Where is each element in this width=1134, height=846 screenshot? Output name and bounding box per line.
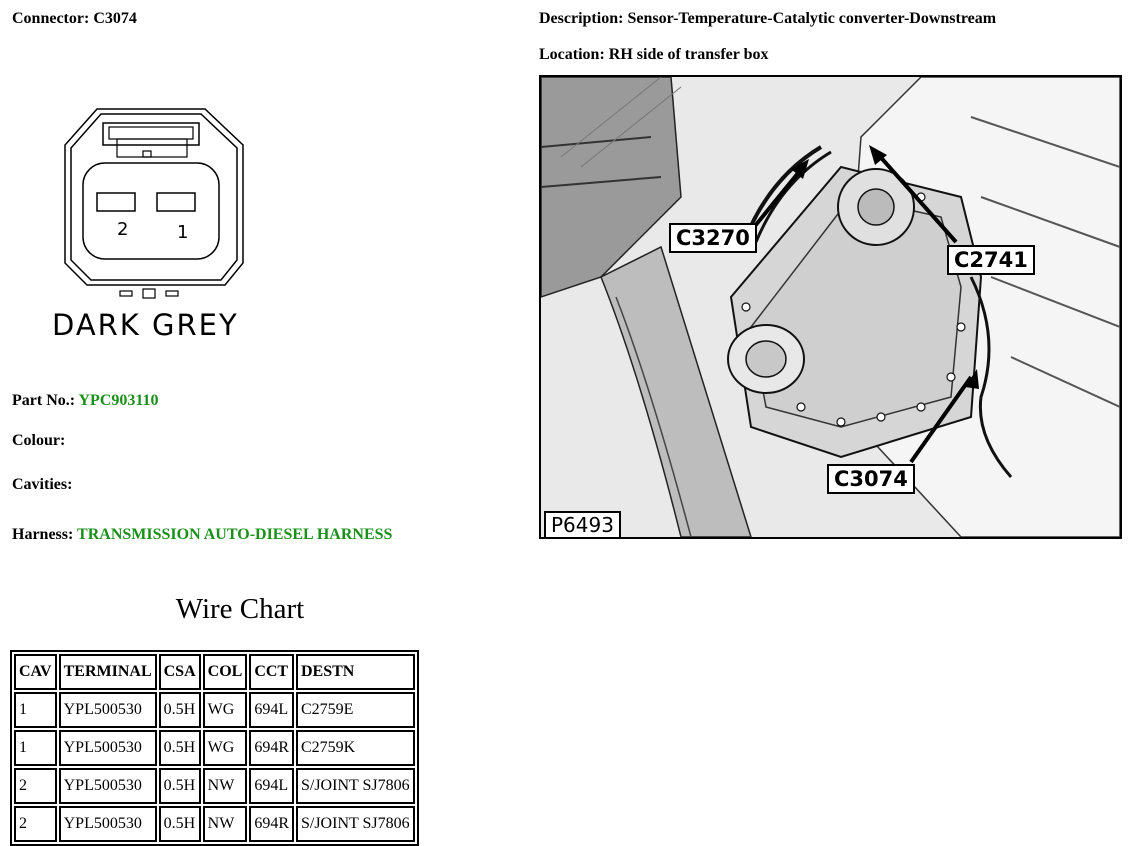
header-terminal: TERMINAL (59, 654, 157, 690)
cavities-label: Cavities: (12, 476, 73, 493)
description-line (539, 10, 996, 28)
pin-2-label: 2 (117, 219, 129, 240)
cell-terminal: YPL500530 (59, 692, 157, 728)
cell-terminal: YPL500530 (59, 768, 157, 804)
cell-terminal: YPL500530 (59, 730, 157, 766)
cell-cav: 2 (14, 806, 57, 842)
table-row (14, 806, 415, 842)
header-destn: DESTN (296, 654, 415, 690)
connector-pinout-drawing (55, 105, 255, 305)
location-line (539, 46, 768, 64)
harness-value: TRANSMISSION AUTO-DIESEL HARNESS (77, 526, 393, 543)
cell-col: NW (203, 768, 248, 804)
harness-line (12, 526, 392, 544)
cell-csa: 0.5H (159, 768, 201, 804)
part-number-value: YPC903110 (78, 392, 159, 409)
cavities-line (12, 476, 72, 494)
callout-c2741: C2741 (947, 245, 1035, 275)
part-number-label: Part No.: (12, 392, 76, 409)
cell-csa: 0.5H (159, 730, 201, 766)
location-value: RH side of transfer box (608, 46, 769, 63)
colour-label: Colour: (12, 432, 66, 449)
cell-cav: 2 (14, 768, 57, 804)
cell-destn: S/JOINT SJ7806 (296, 768, 415, 804)
cell-cct: 694L (249, 692, 294, 728)
wire-chart-table (10, 650, 419, 846)
location-label: Location: (539, 46, 605, 63)
table-row (14, 768, 415, 804)
table-row (14, 730, 415, 766)
cell-cav: 1 (14, 730, 57, 766)
callout-c3270: C3270 (669, 223, 757, 253)
connector-colour-text: DARK GREY (52, 308, 239, 342)
connector-line (12, 10, 137, 28)
connector-value: C3074 (93, 10, 137, 27)
header-cav: CAV (14, 654, 57, 690)
header-csa: CSA (159, 654, 201, 690)
cell-destn: C2759K (296, 730, 415, 766)
pin-1-label: 1 (177, 222, 189, 243)
cell-cct: 694R (249, 730, 294, 766)
cell-cct: 694R (249, 806, 294, 842)
part-number-line (12, 392, 159, 410)
cell-destn: C2759E (296, 692, 415, 728)
cell-destn: S/JOINT SJ7806 (296, 806, 415, 842)
cell-csa: 0.5H (159, 692, 201, 728)
description-value: Sensor-Temperature-Catalytic converter-Downstream (627, 10, 997, 27)
table-header-row (14, 654, 415, 690)
table-row (14, 692, 415, 728)
cell-csa: 0.5H (159, 806, 201, 842)
harness-label: Harness: (12, 526, 74, 543)
description-label: Description: (539, 10, 624, 27)
location-photo (539, 75, 1122, 539)
wire-chart-title: Wire Chart (175, 593, 305, 625)
header-cct: CCT (249, 654, 294, 690)
cell-col: NW (203, 806, 248, 842)
connector-label: Connector: (12, 10, 90, 27)
cell-cct: 694L (249, 768, 294, 804)
figure-id-tag: P6493 (544, 511, 621, 539)
colour-line (12, 432, 65, 450)
cell-terminal: YPL500530 (59, 806, 157, 842)
header-col: COL (203, 654, 248, 690)
cell-col: WG (203, 692, 248, 728)
callout-c3074: C3074 (827, 464, 915, 494)
cell-cav: 1 (14, 692, 57, 728)
cell-col: WG (203, 730, 248, 766)
